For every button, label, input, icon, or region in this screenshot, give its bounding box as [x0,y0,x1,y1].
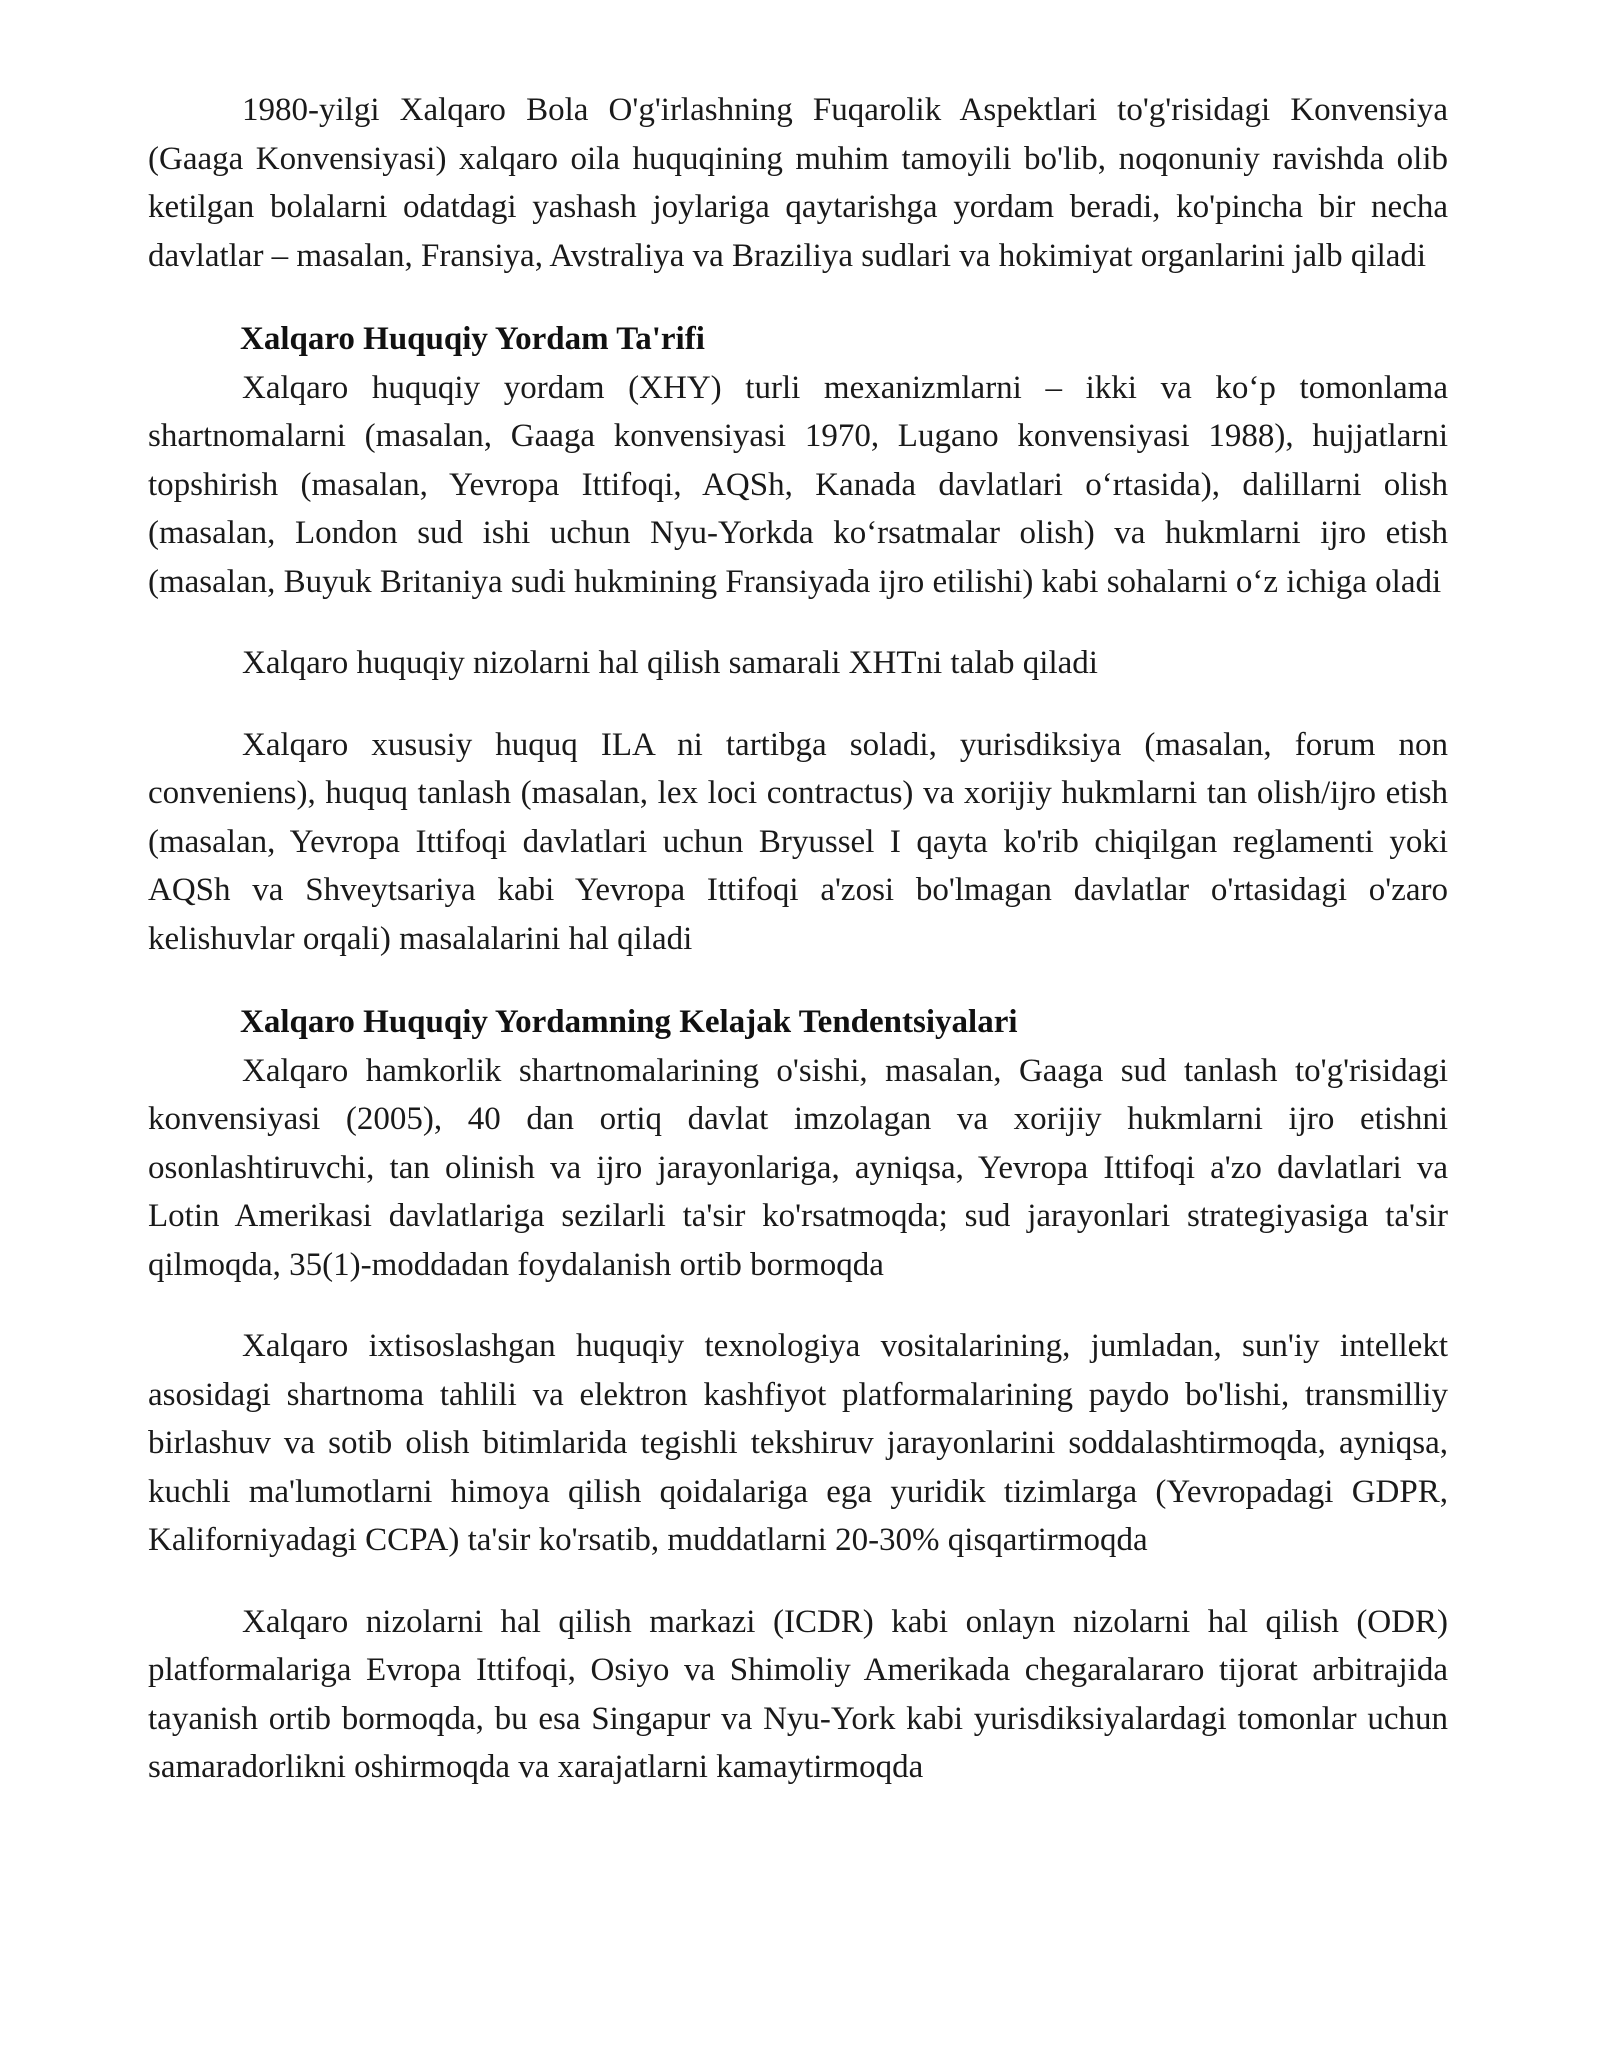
paragraph-dispute-resolution: Xalqaro huquqiy nizolarni hal qilish samarali XHTni talab qiladi [242,645,1098,681]
heading-future-trends: Xalqaro Huquqiy Yordamning Kelajak Tendentsiyalari [240,1004,1018,1040]
paragraph-private-international-law: Xalqaro xususiy huquq ILA ni tartibga soladi, yurisdiksiya (masalan, forum non conveniens), huquq tanlash (masalan, lex loci contractus) va xorijiy hukmlarni tan olish/ijro etish (masalan, Yevropa Ittifoqi davlatlari uchun Bryussel I qayta ko'rib chiqilgan reglamenti yoki AQSh va Shveytsariya kabi Yevropa Ittifoqi a'zosi bo'lmagan davlatlar o'rtasidagi o'zaro kelishuvlar orqali) masalalarini hal qiladi [148,726,1448,957]
paragraph-legal-assistance-definition: Xalqaro huquqiy yordam (XHY) turli mexanizmlarni – ikki va koʻp tomonlama shartnomalarni (masalan, Gaaga konvensiyasi 1970, Lugano konvensiyasi 1988), hujjatlarni topshirish (masalan, Yevropa Ittifoqi, AQSh, Kanada davlatlari oʻrtasida), dalillarni olish (masalan, London sud ishi uchun Nyu-Yorkda koʻrsatmalar olish) va hukmlarni ijro etish (masalan, Buyuk Britaniya sudi hukmining Fransiyada ijro etilishi) kabi sohalarni oʻz ichiga oladi [148,369,1448,600]
heading-legal-assistance-definition: Xalqaro Huquqiy Yordam Ta'rifi [240,321,705,357]
paragraph-hague-convention: 1980-yilgi Xalqaro Bola O'g'irlashning Fuqarolik Aspektlari to'g'risidagi Konvensiya (Gaaga Konvensiyasi) xalqaro oila huquqining muhim tamoyili bo'lib, noqonuniy ravishda olib ketilgan bolalarni odatdagi yashash joylariga qaytarishga yordam beradi, ko'pincha bir necha davlatlar – masalan, Fransiya, Avstraliya va Braziliya sudlari va hokimiyat organlarini jalb qiladi [148,92,1448,274]
paragraph-cooperation-treaties: Xalqaro hamkorlik shartnomalarining o'sishi, masalan, Gaaga sud tanlash to'g'risidagi konvensiyasi (2005), 40 dan ortiq davlat imzolagan va xorijiy hukmlarni ijro etishni osonlashtiruvchi, tan olinish va ijro jarayonlariga, ayniqsa, Yevropa Ittifoqi a'zo davlatlari va Lotin Amerikasi davlatlariga sezilarli ta'sir ko'rsatmoqda; sud jarayonlari strategiyasiga ta'sir qilmoqda, 35(1)-moddadan foydalanish ortib bormoqda [148,1052,1448,1283]
paragraph-online-dispute-resolution: Xalqaro nizolarni hal qilish markazi (ICDR) kabi onlayn nizolarni hal qilish (ODR) platformalariga Evropa Ittifoqi, Osiyo va Shimoliy Amerikada chegaralararo tijorat arbitrajida tayanish ortib bormoqda, bu esa Singapur va Nyu-York kabi yurisdiksiyalardagi tomonlar uchun samaradorlikni oshirmoqda va xarajatlarni kamaytirmoqda [148,1603,1448,1785]
document-page [148,86,1448,1792]
paragraph-legal-technology: Xalqaro ixtisoslashgan huquqiy texnologiya vositalarining, jumladan, sun'iy intellekt asosidagi shartnoma tahlili va elektron kashfiyot platformalarining paydo bo'lishi, transmilliy birlashuv va sotib olish bitimlarida tegishli tekshiruv jarayonlarini soddalashtirmoqda, ayniqsa, kuchli ma'lumotlarni himoya qilish qoidalariga ega yuridik tizimlarga (Yevropadagi GDPR, Kaliforniyadagi CCPA) ta'sir ko'rsatib, muddatlarni 20-30% qisqartirmoqda [148,1328,1448,1558]
